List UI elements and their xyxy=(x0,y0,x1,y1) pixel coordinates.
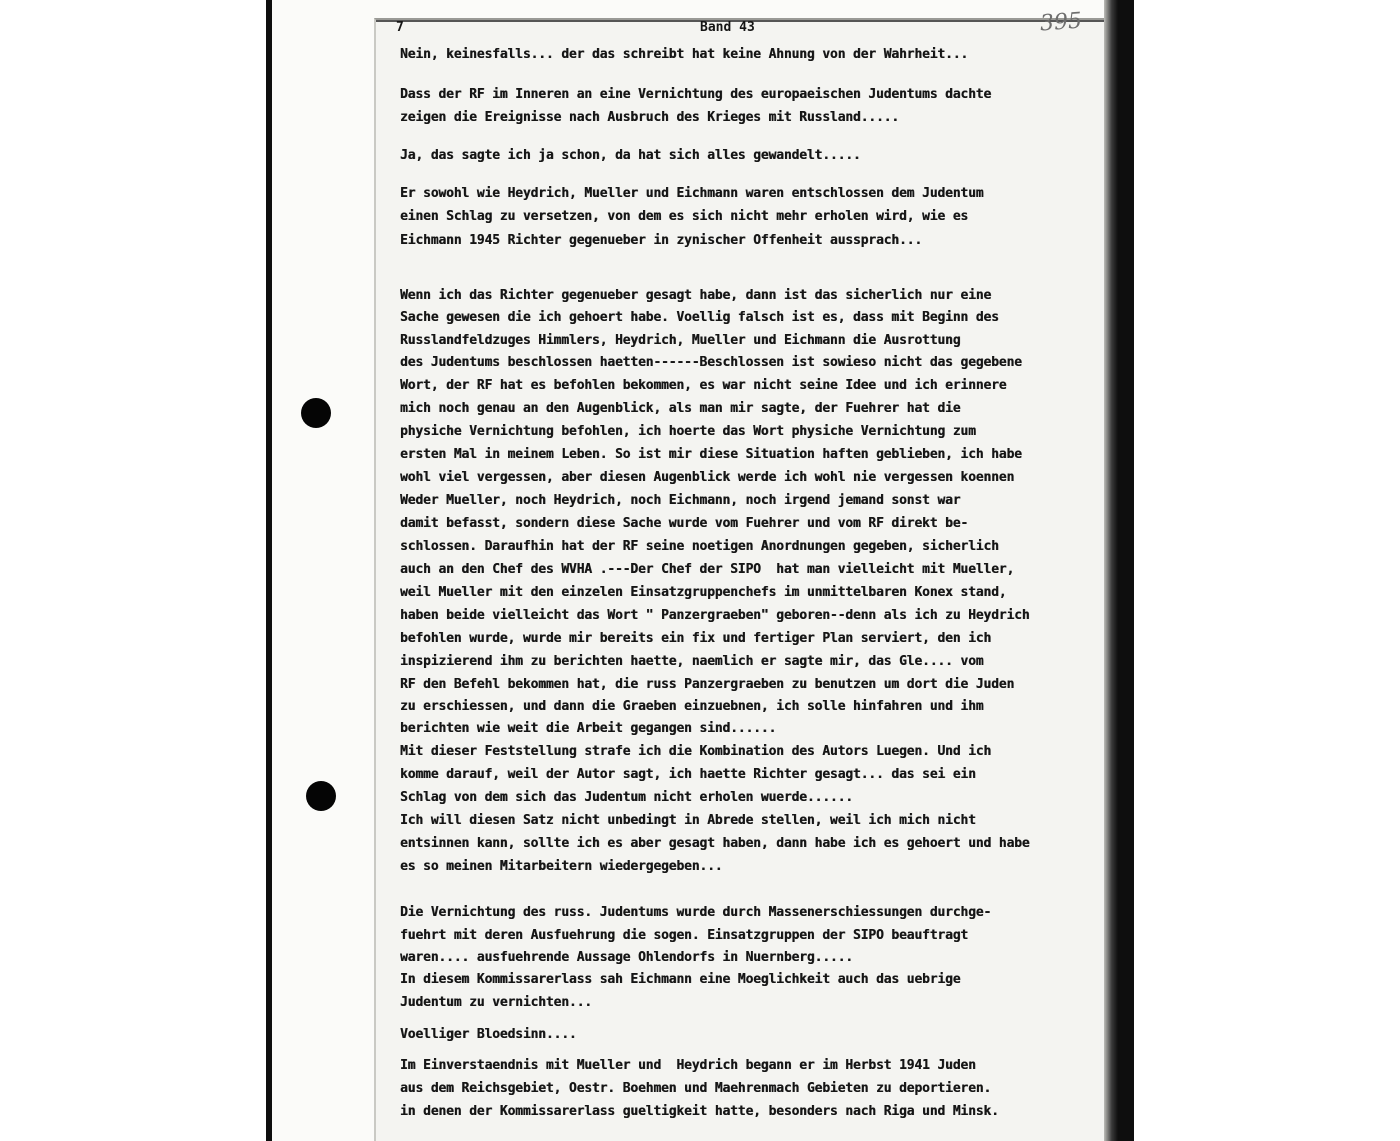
text-line: Dass der RF im Inneren an eine Vernichtung des europaeischen Judentums dachte xyxy=(400,87,992,102)
text-line: fuehrt mit deren Ausfuehrung die sogen. Einsatzgruppen der SIPO beauftragt xyxy=(400,928,969,943)
text-line: auch an den Chef des WVHA .---Der Chef der SIPO hat man vielleicht mit Mueller, xyxy=(400,562,1015,577)
text-line: befohlen wurde, wurde mir bereits ein fix und fertiger Plan serviert, den ich xyxy=(400,631,992,646)
text-line: haben beide vielleicht das Wort " Panzergraeben" geboren--denn als ich zu Heydrich xyxy=(400,608,1030,623)
text-line: wohl viel vergessen, aber diesen Augenblick werde ich wohl nie vergessen koennen xyxy=(400,470,1015,485)
text-line: in denen der Kommissarerlass gueltigkeit hatte, besonders nach Riga und Minsk. xyxy=(400,1104,999,1119)
text-line: mich noch genau an den Augenblick, als man mir sagte, der Fuehrer hat die xyxy=(400,401,961,416)
text-line: Judentum zu vernichten... xyxy=(400,995,592,1010)
text-line: Russlandfeldzuges Himmlers, Heydrich, Mueller und Eichmann die Ausrottung xyxy=(400,333,961,348)
text-line: einen Schlag zu versetzen, von dem es sich nicht mehr erholen wird, wie es xyxy=(400,209,969,224)
text-line: es so meinen Mitarbeitern wiedergegeben... xyxy=(400,859,723,874)
text-line: zeigen die Ereignisse nach Ausbruch des Krieges mit Russland..... xyxy=(400,110,899,125)
text-line: aus dem Reichsgebiet, Oestr. Boehmen und Maehrenmach Gebieten zu deportieren. xyxy=(400,1081,992,1096)
punch-hole-icon xyxy=(301,398,331,428)
text-line: Nein, keinesfalls... der das schreibt hat keine Ahnung von der Wahrheit... xyxy=(400,47,969,62)
page-edge-shadow xyxy=(1104,0,1118,1141)
text-line: damit befasst, sondern diese Sache wurde vom Fuehrer und vom RF direkt be- xyxy=(400,516,969,531)
text-line: Mit dieser Feststellung strafe ich die Kombination des Autors Luegen. Und ich xyxy=(400,744,992,759)
text-line: entsinnen kann, sollte ich es aber gesagt haben, dann habe ich es gehoert und habe xyxy=(400,836,1030,851)
text-line: RF den Befehl bekommen hat, die russ Panzergraeben zu benutzen um dort die Juden xyxy=(400,677,1015,692)
text-line: Die Vernichtung des russ. Judentums wurde durch Massenerschiessungen durchge- xyxy=(400,905,992,920)
text-line: inspizierend ihm zu berichten haette, naemlich er sagte mir, das Gle.... vom xyxy=(400,654,984,669)
text-line: waren.... ausfuehrende Aussage Ohlendorfs in Nuernberg..... xyxy=(400,950,853,965)
scanned-page-frame xyxy=(266,0,1134,1141)
text-line: Eichmann 1945 Richter gegenueber in zynischer Offenheit aussprach... xyxy=(400,233,923,248)
text-line: In diesem Kommissarerlass sah Eichmann eine Moeglichkeit auch das uebrige xyxy=(400,972,961,987)
text-line: komme darauf, weil der Autor sagt, ich haette Richter gesagt... das sei ein xyxy=(400,767,976,782)
text-line: Im Einverstaendnis mit Mueller und Heydrich begann er im Herbst 1941 Juden xyxy=(400,1058,976,1073)
text-line: Wort, der RF hat es befohlen bekommen, es war nicht seine Idee und ich erinnere xyxy=(400,378,1007,393)
text-line: des Judentums beschlossen haetten------Beschlossen ist sowieso nicht das gegebene xyxy=(400,355,1022,370)
text-line: physiche Vernichtung befohlen, ich hoerte das Wort physiche Vernichtung zum xyxy=(400,424,976,439)
text-line: berichten wie weit die Arbeit gegangen sind...... xyxy=(400,721,777,736)
text-line: Er sowohl wie Heydrich, Mueller und Eichmann waren entschlossen dem Judentum xyxy=(400,186,984,201)
text-line: Voelliger Bloedsinn.... xyxy=(400,1027,577,1042)
text-line: Sache gewesen die ich gehoert habe. Voellig falsch ist es, dass mit Beginn des xyxy=(400,310,999,325)
text-line: Schlag von dem sich das Judentum nicht erholen wuerde...... xyxy=(400,790,853,805)
text-line: weil Mueller mit den einzelen Einsatzgruppenchefs im unmittelbaren Konex stand, xyxy=(400,585,1007,600)
text-line: Weder Mueller, noch Heydrich, noch Eichmann, noch irgend jemand sonst war xyxy=(400,493,961,508)
volume-label: Band 43 xyxy=(700,20,755,35)
text-line: Wenn ich das Richter gegenueber gesagt habe, dann ist das sicherlich nur eine xyxy=(400,288,992,303)
text-line: Ich will diesen Satz nicht unbedingt in Abrede stellen, weil ich mich nicht xyxy=(400,813,976,828)
text-line: zu erschiessen, und dann die Graeben einzuebnen, ich solle hinfahren und ihm xyxy=(400,699,984,714)
text-line: ersten Mal in meinem Leben. So ist mir diese Situation haften geblieben, ich habe xyxy=(400,447,1022,462)
page-number: 7 xyxy=(396,20,404,35)
paper-sheet xyxy=(272,0,1118,1141)
handwritten-folio-number: 395 xyxy=(1039,8,1083,37)
text-line: schlossen. Daraufhin hat der RF seine noetigen Anordnungen gegeben, sicherlich xyxy=(400,539,999,554)
text-line: Ja, das sagte ich ja schon, da hat sich alles gewandelt..... xyxy=(400,148,861,163)
punch-hole-icon xyxy=(306,781,336,811)
